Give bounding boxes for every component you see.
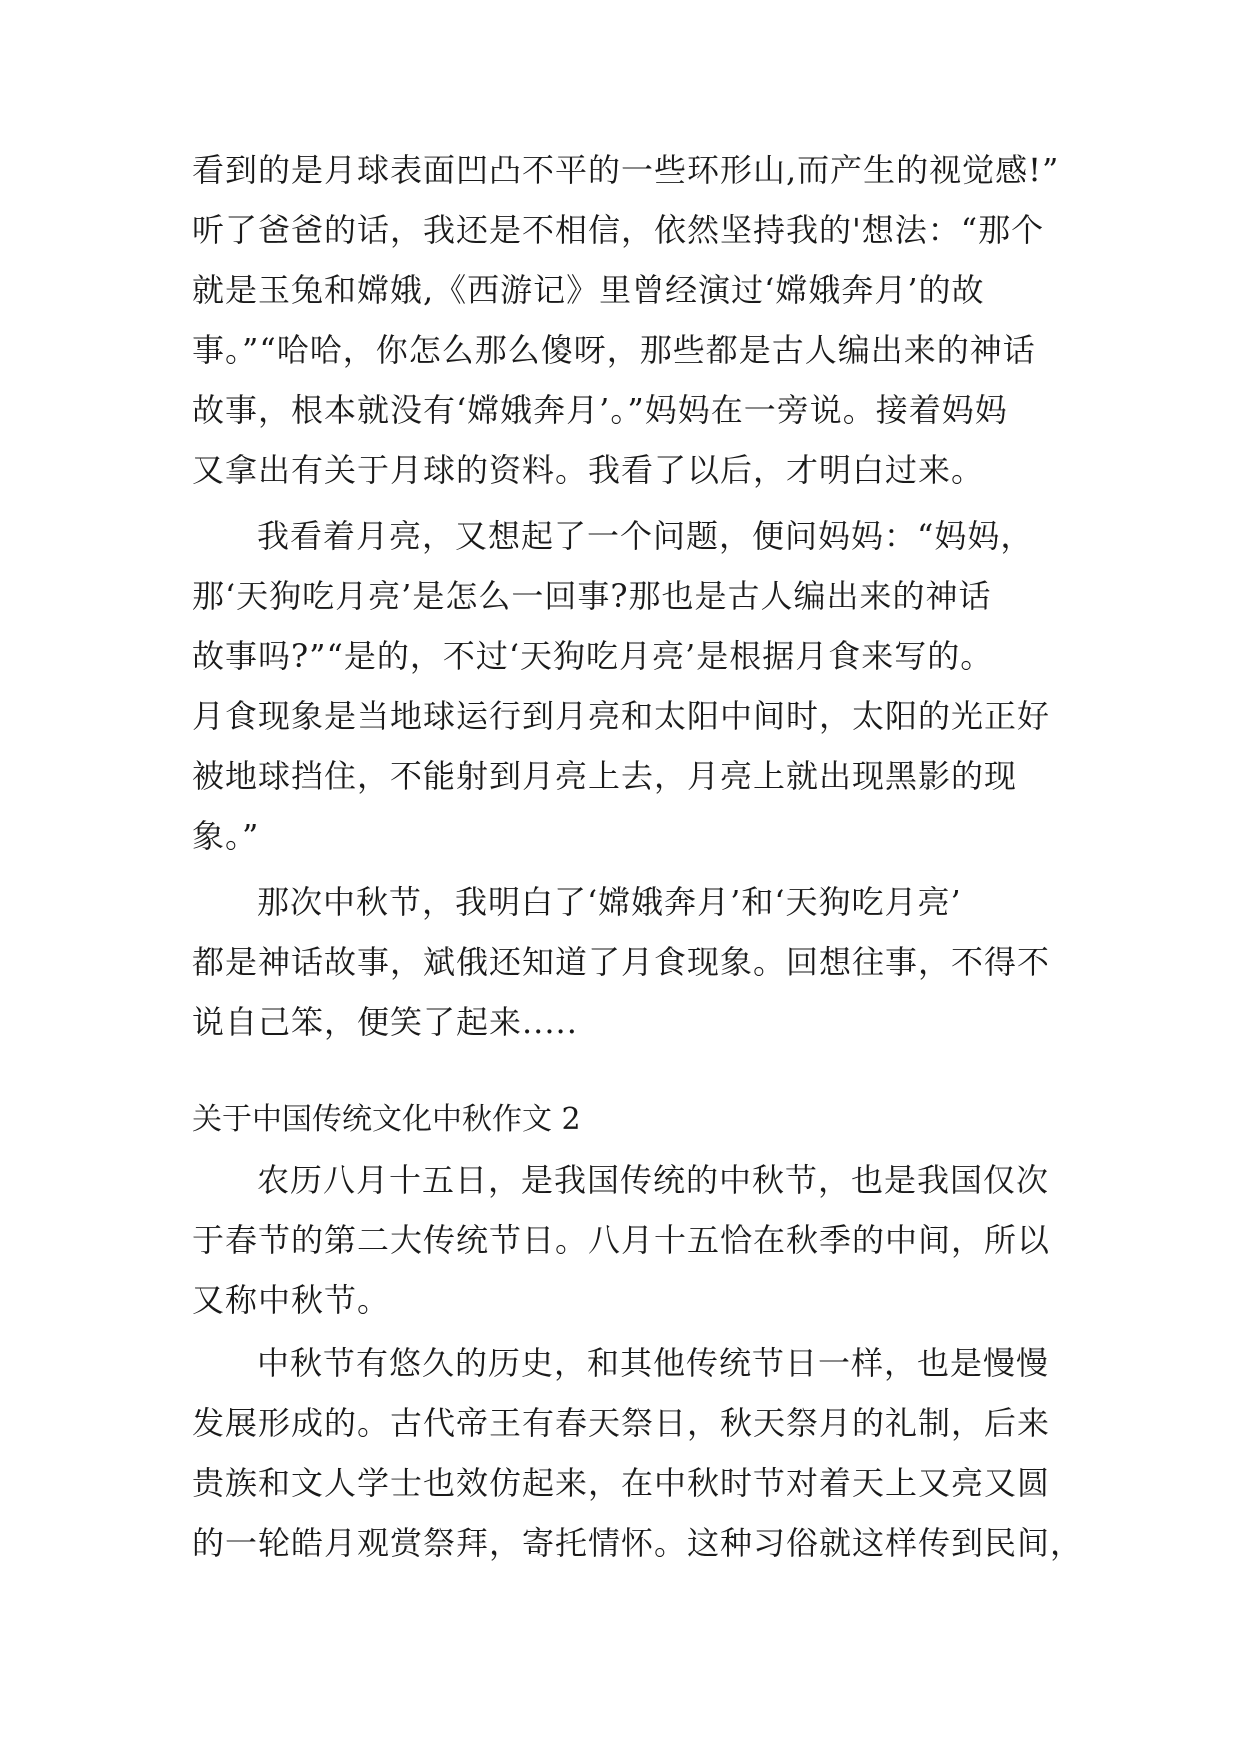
- text-line: 看到的是月球表面凹凸不平的一些环形山,而产生的视觉感!”: [192, 151, 1060, 189]
- paragraph-eclipse: [192, 506, 1092, 866]
- text-line: 又拿出有关于月球的资料。我看了以后，才明白过来。: [192, 451, 985, 489]
- text-line: 又称中秋节。: [192, 1281, 391, 1319]
- text-line: 月食现象是当地球运行到月亮和太阳中间时，太阳的光正好: [192, 697, 1051, 735]
- text-line: 发展形成的。古代帝王有春天祭日，秋天祭月的礼制，后来: [192, 1404, 1051, 1442]
- text-line: 听了爸爸的话，我还是不相信，依然坚持我的'想法：“那个: [192, 211, 1045, 249]
- text-line: 事。”“哈哈，你怎么那么傻呀，那些都是古人编出来的神话: [192, 331, 1036, 369]
- essay-title: 关于中国传统文化中秋作文 2: [192, 1102, 581, 1137]
- paragraph-conclusion: [192, 872, 1092, 1052]
- text-line: 象。”: [192, 817, 260, 855]
- text-line: 于春节的第二大传统节日。八月十五恰在秋季的中间，所以: [192, 1221, 1051, 1259]
- text-line: 那次中秋节，我明白了‘嫦娥奔月’和‘天狗吃月亮’: [257, 883, 962, 921]
- text-line: 农历八月十五日，是我国传统的中秋节，也是我国仅次: [257, 1161, 1050, 1199]
- paragraph-moon-surface: [192, 140, 1092, 500]
- text-line: 被地球挡住，不能射到月亮上去，月亮上就出现黑影的现: [192, 757, 1018, 795]
- text-line: 贵族和文人学士也效仿起来，在中秋时节对着天上又亮又圆: [192, 1464, 1051, 1502]
- text-line: 故事，根本就没有‘嫦娥奔月’。”妈妈在一旁说。接着妈妈: [192, 391, 1008, 429]
- text-line: 就是玉兔和嫦娥,《西游记》里曾经演过‘嫦娥奔月’的故: [192, 271, 985, 309]
- text-line: 都是神话故事，斌俄还知道了月食现象。回想往事，不得不: [192, 943, 1051, 981]
- paragraph-mid-autumn-history: [192, 1333, 1092, 1573]
- text-line: 的一轮皓月观赏祭拜，寄托情怀。这种习俗就这样传到民间，: [192, 1524, 1084, 1562]
- text-line: 说自己笨，便笑了起来.....: [192, 1003, 578, 1041]
- paragraph-mid-autumn-intro: [192, 1150, 1092, 1330]
- text-line: 那‘天狗吃月亮’是怎么一回事?那也是古人编出来的神话: [192, 577, 992, 615]
- text-line: 我看着月亮，又想起了一个问题，便问妈妈：“妈妈，: [257, 517, 1034, 555]
- essay-title-block: [192, 1090, 1092, 1150]
- text-line: 中秋节有悠久的历史，和其他传统节日一样，也是慢慢: [257, 1344, 1050, 1382]
- text-line: 故事吗?”“是的，不过‘天狗吃月亮’是根据月食来写的。: [192, 637, 994, 675]
